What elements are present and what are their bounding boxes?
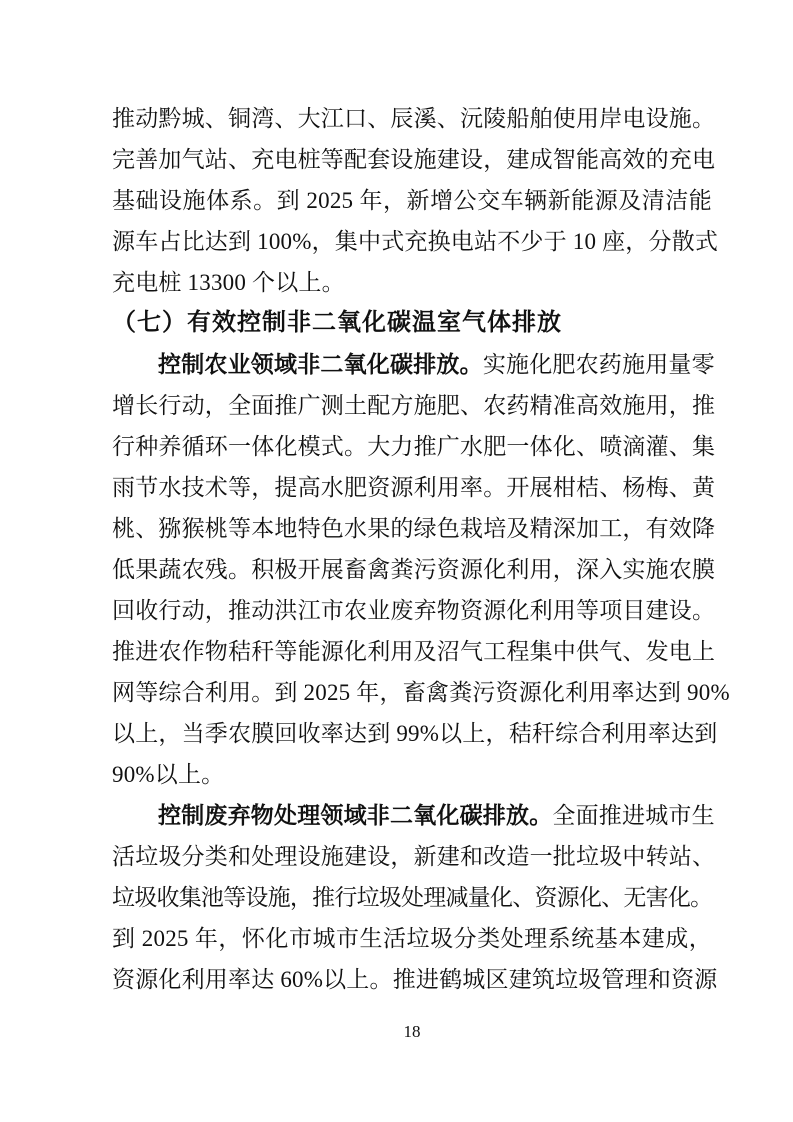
text-line: 完善加气站、充电桩等配套设施建设，建成智能高效的充电 — [112, 147, 716, 172]
section-heading: （七）有效控制非二氧化碳温室气体排放 — [112, 310, 562, 336]
text-line: 推动黔城、铜湾、大江口、辰溪、沅陵船舶使用岸电设施。 — [112, 106, 716, 131]
text-line: 以上，当季农膜回收率达到 99%以上，秸秆综合利用率达到 — [112, 721, 718, 746]
paragraph-lead-bold: 控制废弃物处理领域非二氧化碳排放。 — [158, 803, 553, 828]
text-line: 回收行动，推动洪江市农业废弃物资源化利用等项目建设。 — [112, 598, 716, 623]
text-line: 基础设施体系。到 2025 年，新增公交车辆新能源及清洁能 — [112, 188, 712, 213]
paragraph-lead-rest: 实施化肥农药施用量零 — [482, 352, 715, 377]
text-line: 推进农作物秸秆等能源化利用及沼气工程集中供气、发电上 — [112, 639, 716, 664]
text-line: 行种养循环一体化模式。大力推广水肥一体化、喷滴灌、集 — [112, 434, 716, 459]
paragraph-first-line — [112, 344, 715, 385]
text-line: 90%以上。 — [112, 762, 225, 787]
paragraph-lead-bold: 控制农业领域非二氧化碳排放。 — [158, 352, 483, 377]
text-line: 雨节水技术等，提高水肥资源利用率。开展柑桔、杨梅、黄 — [112, 475, 716, 500]
document-body — [112, 98, 730, 1000]
text-line: 桃、猕猴桃等本地特色水果的绿色栽培及精深加工，有效降 — [112, 516, 716, 541]
page-number: 18 — [403, 1022, 421, 1041]
text-line: 低果蔬农残。积极开展畜禽粪污资源化利用，深入实施农膜 — [112, 557, 716, 582]
text-line: 充电桩 13300 个以上。 — [112, 270, 345, 295]
text-line: 网等综合利用。到 2025 年，畜禽粪污资源化利用率达到 90% — [112, 680, 730, 705]
text-line: 增长行动，全面推广测土配方施肥、农药精准高效施用，推 — [112, 393, 716, 418]
text-line: 资源化利用率达 60%以上。推进鹤城区建筑垃圾管理和资源 — [112, 967, 718, 992]
text-line: 活垃圾分类和处理设施建设，新建和改造一批垃圾中转站、 — [112, 844, 716, 869]
paragraph-first-line — [112, 795, 715, 836]
text-line: 垃圾收集池等设施，推行垃圾处理减量化、资源化、无害化。 — [112, 885, 712, 910]
paragraph-lead-rest: 全面推进城市生 — [552, 803, 715, 828]
text-line: 源车占比达到 100%，集中式充换电站不少于 10 座，分散式 — [112, 229, 719, 254]
text-line: 到 2025 年，怀化市城市生活垃圾分类处理系统基本建成， — [112, 926, 712, 951]
